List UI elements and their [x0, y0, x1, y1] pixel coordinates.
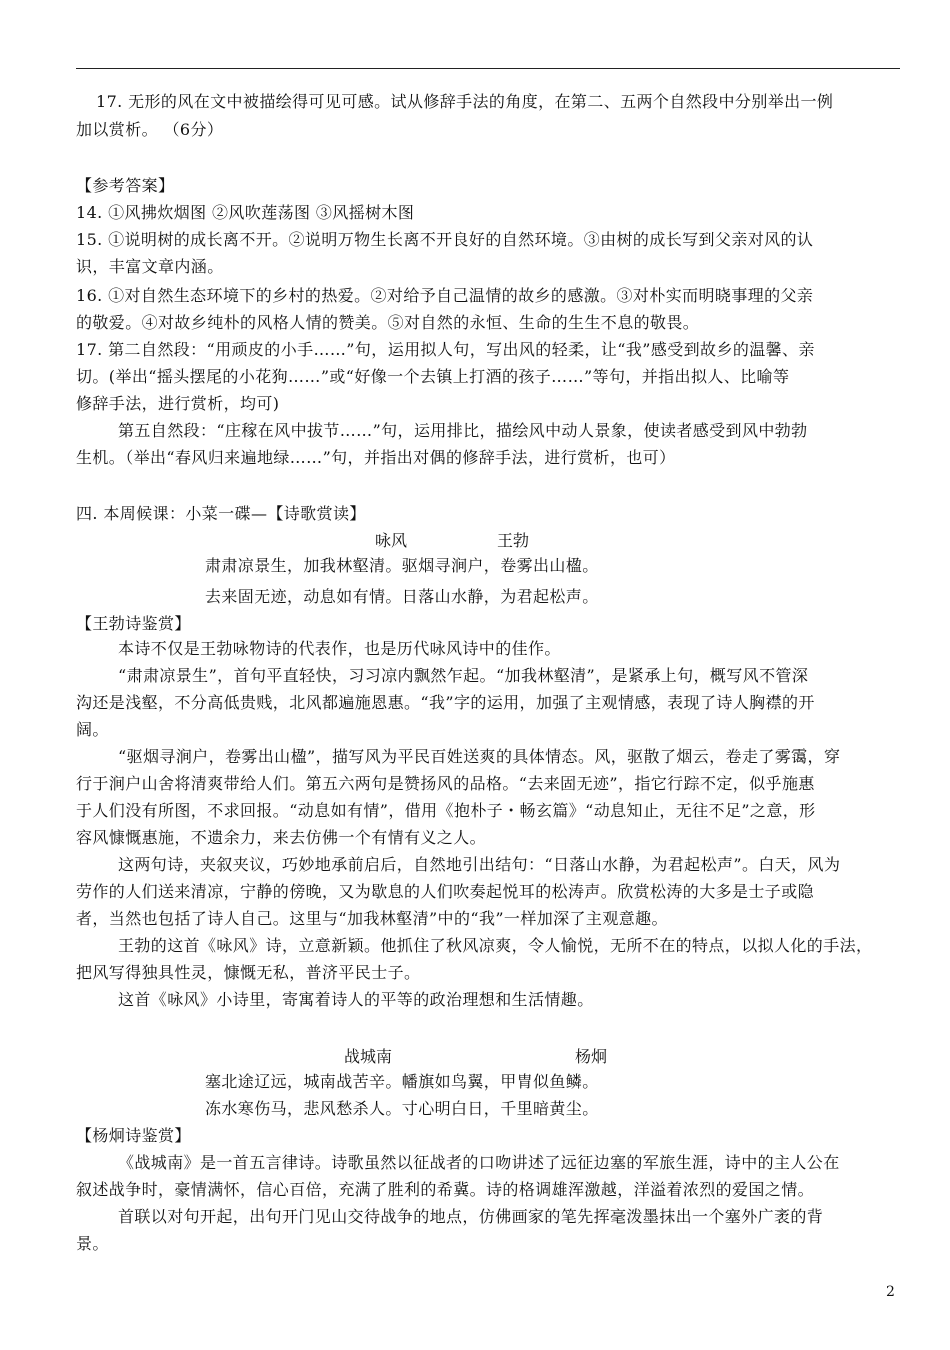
answer-line: 14. ①风拂炊烟图 ②风吹莲荡图 ③风摇树木图 — [76, 203, 415, 222]
answer-line: 第五自然段：“庄稼在风中拔节……”句，运用排比，描绘风中动人景象，使读者感受到风中勃勃 — [118, 421, 808, 440]
poem-1-line: 肃肃凉景生，加我林壑清。驱烟寻涧户，卷雾出山楹。 — [205, 556, 599, 575]
appreciation-1-line: 于人们没有所图，不求回报。“动息如有情”，借用《抱朴子・畅玄篇》“动息知止，无往不足”之意，形 — [76, 801, 816, 820]
poem-2-author: 杨炯 — [575, 1047, 608, 1066]
page-number: 2 — [886, 1284, 895, 1300]
answer-line: 17. 第二自然段：“用顽皮的小手……”句，运用拟人句，写出风的轻柔，让“我”感受到故乡的温馨、亲 — [76, 340, 815, 359]
appreciation-1-line: 者，当然也包括了诗人自己。这里与“加我林壑清”中的“我”一样加深了主观意趣。 — [76, 909, 668, 928]
poem-2-line: 塞北途辽远，城南战苦辛。幡旗如鸟翼，甲胄似鱼鳞。 — [205, 1072, 599, 1091]
appreciation-1-line: 容风慷慨惠施，不遗余力，来去仿佛一个有情有义之人。 — [76, 828, 487, 847]
appreciation-2-line: 《战城南》是一首五言律诗。诗歌虽然以征战者的口吻讲述了远征边塞的军旅生涯，诗中的主人公在 — [118, 1153, 840, 1172]
poem-2-line: 冻水寒伤马，悲风愁杀人。寸心明白日，千里暗黄尘。 — [205, 1099, 599, 1118]
appreciation-1-line: 行于涧户山舍将清爽带给人们。第五六两句是赞扬风的品格。“去来固无迹”，指它行踪不定，似乎施惠 — [76, 774, 815, 793]
appreciation-1-line: 本诗不仅是王勃咏物诗的代表作，也是历代咏风诗中的佳作。 — [118, 639, 561, 658]
appreciation-1-line: 把风写得独具性灵，慷慨无私，普济平民士子。 — [76, 963, 421, 982]
appreciation-1-heading: 【王勃诗鉴赏】 — [76, 614, 191, 633]
header-rule — [76, 68, 900, 69]
appreciation-2-heading: 【杨炯诗鉴赏】 — [76, 1126, 191, 1145]
answer-line: 的敬爱。④对故乡纯朴的风格人情的赞美。⑤对自然的永恒、生命的生生不息的敬畏。 — [76, 313, 700, 332]
answer-line: 16. ①对自然生态环境下的乡村的热爱。②对给予自己温情的故乡的感激。③对朴实而明晓事理的父亲 — [76, 286, 814, 305]
question-17-line: 加以赏析。 （6分） — [76, 120, 224, 139]
answer-line: 识，丰富文章内涵。 — [76, 257, 224, 276]
appreciation-1-line: 劳作的人们送来清凉，宁静的傍晚，又为歇息的人们吹奏起悦耳的松涛声。欣赏松涛的大多是士子或隐 — [76, 882, 815, 901]
appreciation-1-line: 阔。 — [76, 720, 109, 739]
answer-line: 生机。（举出“春风归来遍地绿……”句，并指出对偶的修辞手法，进行赏析，也可） — [76, 448, 676, 467]
answers-heading: 【参考答案】 — [76, 176, 175, 195]
appreciation-2-line: 首联以对句开起，出句开门见山交待战争的地点，仿佛画家的笔先挥毫泼墨抹出一个塞外广袤的背 — [118, 1207, 824, 1226]
answer-line: 修辞手法，进行赏析，均可) — [76, 394, 280, 413]
question-17-line: 17. 无形的风在文中被描绘得可见可感。试从修辞手法的角度，在第二、五两个自然段中分别举出一例 — [96, 92, 834, 111]
appreciation-1-line: “肃肃凉景生”，首句平直轻快，习习凉内飘然乍起。“加我林壑清”，是紧承上句，概写风不管深 — [118, 666, 809, 685]
poem-2-title: 战城南 — [344, 1047, 393, 1066]
answer-line: 切。(举出“摇头摆尾的小花狗……”或“好像一个去镇上打酒的孩子……”等句，并指出拟人、比喻等 — [76, 367, 790, 386]
appreciation-1-line: 这首《咏风》小诗里，寄寓着诗人的平等的政治理想和生活情趣。 — [118, 990, 594, 1009]
answer-line: 15. ①说明树的成长离不开。②说明万物生长离不开良好的自然环境。③由树的成长写到父亲对风的认 — [76, 230, 814, 249]
appreciation-1-line: 王勃的这首《咏风》诗，立意新颖。他抓住了秋风凉爽，令人愉悦，无所不在的特点，以拟人化的手法， — [118, 936, 873, 955]
poem-1-title: 咏风 — [375, 531, 408, 550]
appreciation-1-line: 沟还是浅壑，不分高低贵贱，北风都遍施恩惠。“我”字的运用，加强了主观情感，表现了诗人胸襟的开 — [76, 693, 815, 712]
appreciation-2-line: 叙述战争时，豪情满怀，信心百倍，充满了胜利的希冀。诗的格调雄浑激越，洋溢着浓烈的爱国之情。 — [76, 1180, 815, 1199]
poem-1-author: 王勃 — [497, 531, 530, 550]
section-4-heading: 四. 本周候课：小菜一碟—【诗歌赏读】 — [76, 504, 366, 523]
appreciation-1-line: “驱烟寻涧户，卷雾出山楹”，描写风为平民百姓送爽的具体情态。风，驱散了烟云，卷走了雾霭，穿 — [118, 747, 841, 766]
appreciation-1-line: 这两句诗，夹叙夹议，巧妙地承前启后，自然地引出结句：“日落山水静，为君起松声”。白天，风为 — [118, 855, 841, 874]
poem-1-line: 去来固无迹，动息如有情。日落山水静，为君起松声。 — [205, 587, 599, 606]
appreciation-2-line: 景。 — [76, 1234, 109, 1253]
